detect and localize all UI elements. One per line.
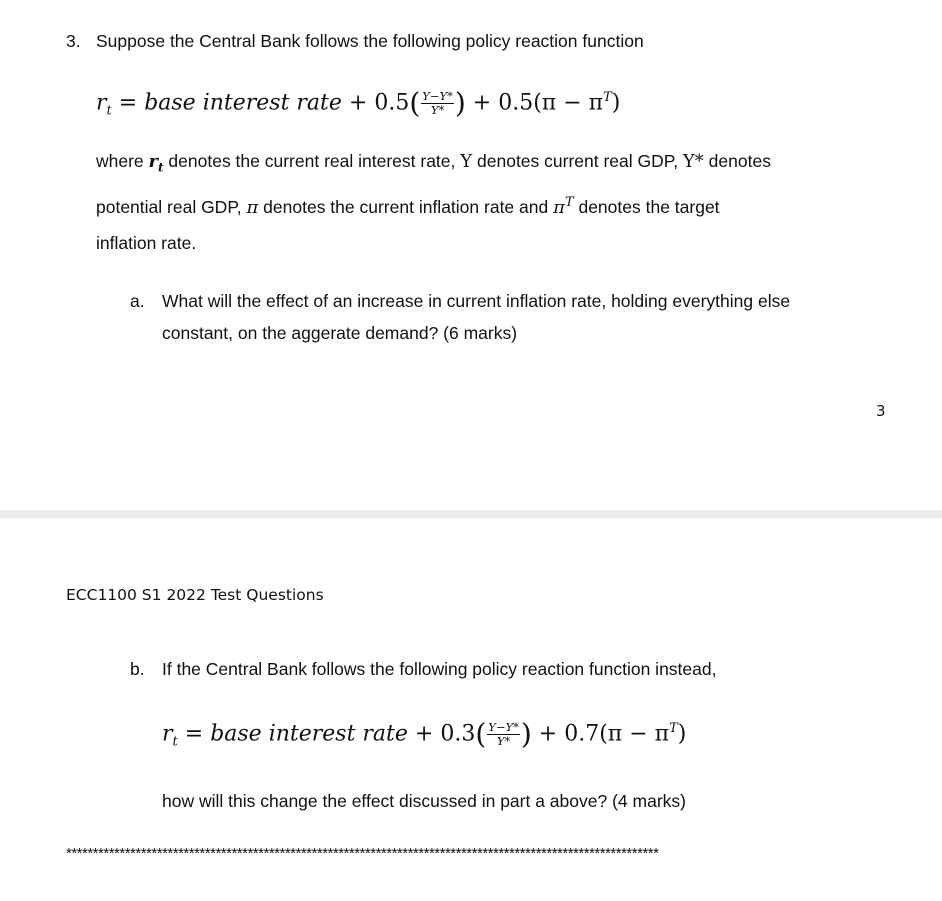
part-a-label: a. <box>130 291 145 311</box>
page-gap <box>0 510 942 518</box>
page-2 <box>0 518 942 901</box>
part-b-label: b. <box>130 659 145 679</box>
where-line-1: where $r_t$ denotes the current real interest rate, Y denotes current real GDP, Y* denotes <box>96 151 771 175</box>
page-number: 3 <box>876 402 886 420</box>
policy-equation-2: $r_t$ = base interest rate + 0.3( $\frac{Y-Y*}{Y*}$ ) + $0.7(\pi - \pi^T)$ <box>162 717 687 751</box>
where-line-3: inflation rate. <box>96 233 197 253</box>
equation-fraction: $\frac{Y-Y*}{Y*}$ <box>422 88 453 117</box>
policy-equation-1: $r_t$ = base interest rate + 0.5( $\frac{Y-Y*}{Y*}$ ) + $0.5(\pi - \pi^T)$ <box>96 86 621 120</box>
part-a-line-1: What will the effect of an increase in current inflation rate, holding everything else <box>162 291 791 311</box>
page-header: ECC1100 S1 2022 Test Questions <box>66 586 324 604</box>
where-line-2: potential real GDP, π denotes the current inflation rate and $\pi^T$ denotes the target <box>96 195 720 218</box>
question-intro: Suppose the Central Bank follows the following policy reaction function <box>96 31 644 51</box>
question-number: 3. <box>66 31 81 51</box>
part-b-outro: how will this change the effect discussed in part a above? (4 marks) <box>162 791 686 811</box>
separator-stars: *************************************************************************************************************** <box>66 845 659 862</box>
equation-fraction: $\frac{Y-Y*}{Y*}$ <box>488 719 519 748</box>
part-b-intro: If the Central Bank follows the following policy reaction function instead, <box>162 659 717 679</box>
part-a-line-2: constant, on the aggerate demand? (6 marks) <box>162 323 518 343</box>
